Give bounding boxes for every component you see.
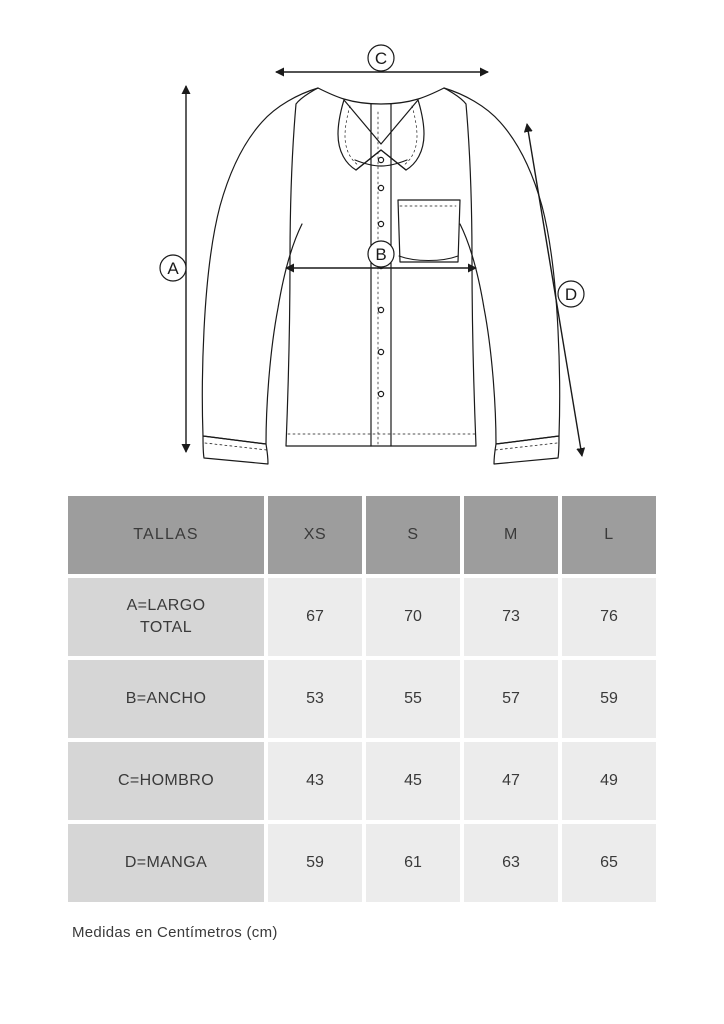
cell-largo-s: 70 (366, 578, 460, 656)
table-row (68, 742, 656, 820)
cell-hombro-l: 49 (562, 742, 656, 820)
header-cell-tallas: TALLAS (68, 496, 264, 574)
cell-largo-m: 73 (464, 578, 558, 656)
row-label-line2: TOTAL (139, 619, 193, 636)
measure-line-B (286, 241, 476, 268)
cell-ancho-l: 59 (562, 660, 656, 738)
header-cell-s: S (366, 496, 460, 574)
row-label-line1: A=LARGO (126, 597, 206, 615)
row-label-hombro: C=HOMBRO (68, 742, 264, 820)
row-label-ancho: B=ANCHO (68, 660, 264, 738)
table-header-row (68, 496, 656, 574)
marker-label-A: A (167, 259, 179, 278)
measure-line-A (160, 86, 186, 452)
header-cell-l: L (562, 496, 656, 574)
units-footnote: Medidas en Centímetros (cm) (72, 924, 278, 941)
marker-label-D: D (564, 285, 578, 304)
cell-ancho-s: 55 (366, 660, 460, 738)
cell-manga-m: 63 (464, 824, 558, 902)
table-row (68, 578, 656, 656)
shirt-diagram (0, 0, 724, 492)
cell-manga-l: 65 (562, 824, 656, 902)
table-body (68, 578, 656, 902)
table-header (68, 496, 656, 574)
header-cell-m: M (464, 496, 558, 574)
cell-hombro-m: 47 (464, 742, 558, 820)
measure-line-C (276, 45, 488, 72)
cell-largo-xs: 67 (268, 578, 362, 656)
marker-label-C: C (374, 49, 388, 68)
table-row (68, 660, 656, 738)
row-label-manga: D=MANGA (68, 824, 264, 902)
shirt-illustration (202, 88, 559, 464)
cell-manga-xs: 59 (268, 824, 362, 902)
cell-ancho-xs: 53 (268, 660, 362, 738)
cell-hombro-s: 45 (366, 742, 460, 820)
cell-manga-s: 61 (366, 824, 460, 902)
diagram-area (0, 0, 724, 492)
cell-largo-l: 76 (562, 578, 656, 656)
cell-ancho-m: 57 (464, 660, 558, 738)
cell-hombro-xs: 43 (268, 742, 362, 820)
size-chart-table (64, 492, 660, 906)
table-row (68, 824, 656, 902)
header-cell-xs: XS (268, 496, 362, 574)
marker-label-B: B (375, 245, 387, 264)
row-label-largo-total (68, 578, 264, 656)
